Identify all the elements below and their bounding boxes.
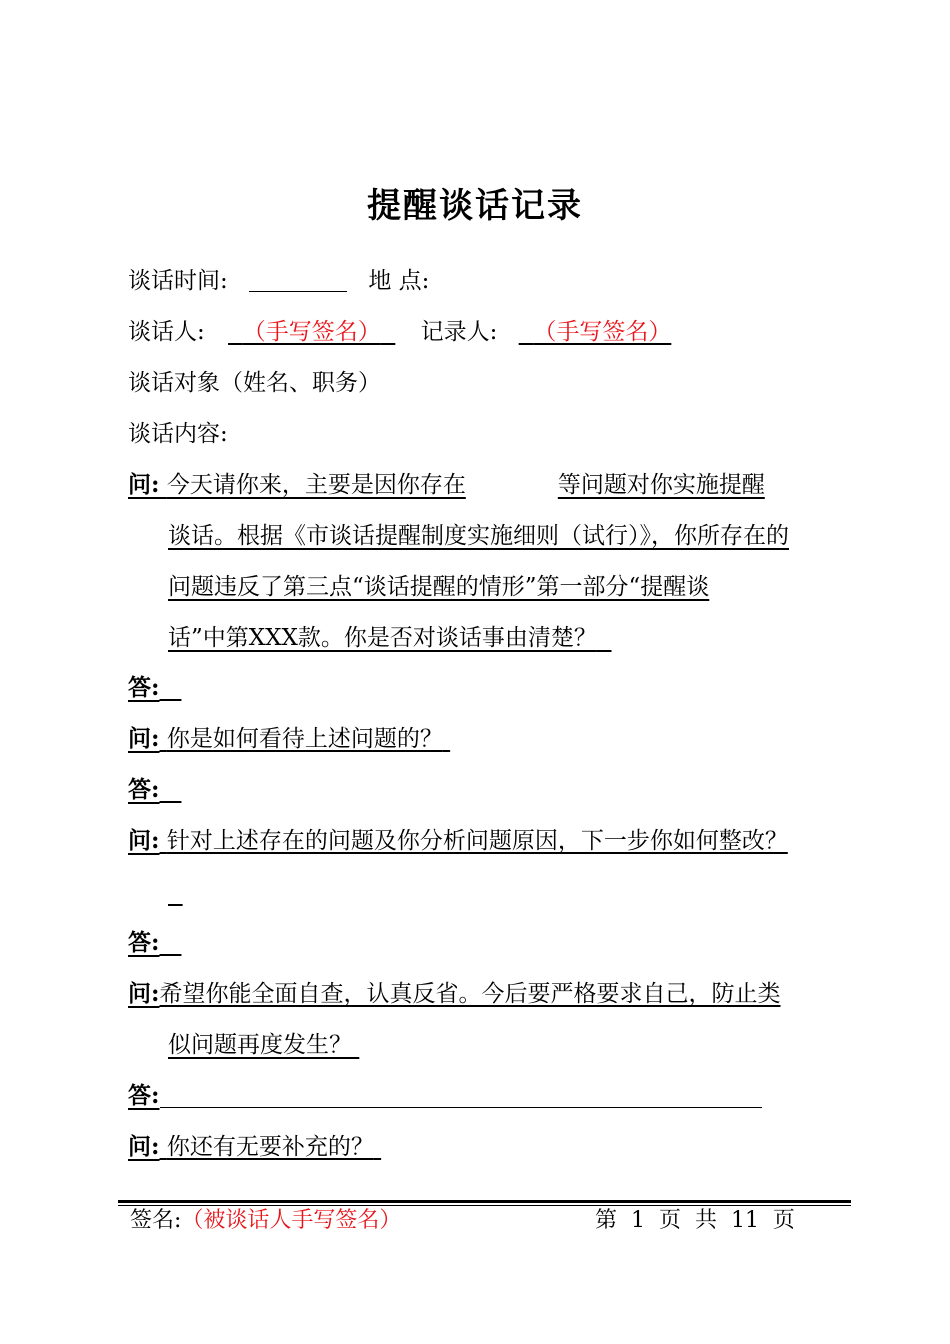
content-label: 谈话内容:: [128, 421, 228, 447]
question-1: [128, 470, 765, 500]
question-3: [128, 826, 788, 856]
question-5: [128, 1132, 381, 1162]
answer-mark: 答:: [128, 674, 160, 701]
question-3-text: 针对上述存在的问题及你分析问题原因，下一步你如何整改？: [166, 828, 788, 854]
question-2-text: 你是如何看待上述问题的？: [166, 726, 443, 752]
place-label: 地 点:: [368, 268, 430, 294]
document-title: 提醒谈话记录: [367, 186, 583, 226]
speaker-recorder-row: [128, 317, 671, 347]
answer-4-blank: [160, 1083, 762, 1108]
subject-label: 谈话对象（姓名、职务）: [128, 370, 381, 396]
question-3-line-2: [168, 877, 183, 907]
question-2: [128, 724, 450, 754]
question-4: [128, 979, 781, 1009]
speaker-signature: （手写签名）: [242, 319, 381, 345]
answer-3: [128, 928, 181, 958]
answer-2: [128, 775, 181, 805]
answer-mark: 答:: [128, 929, 160, 956]
answer-1: [128, 673, 181, 703]
speaker-label: 谈话人:: [128, 319, 205, 345]
question-mark: 问:: [128, 725, 160, 752]
question-mark: 问:: [128, 471, 160, 498]
question-1-line-3: 问题违反了第三点“谈话提醒的情形”第一部分“提醒谈: [168, 574, 710, 600]
time-label: 谈话时间:: [128, 268, 228, 294]
time-blank: [249, 267, 347, 292]
question-5-text: 你还有无要补充的？: [166, 1134, 374, 1160]
question-4-line-2: 似问题再度发生？: [168, 1032, 352, 1058]
question-mark: 问:: [128, 1133, 160, 1160]
time-place-row: [128, 266, 429, 296]
answer-4: [128, 1081, 762, 1111]
question-mark: 问:: [128, 980, 160, 1007]
question-1-line-2: 谈话。根据《市谈话提醒制度实施细则（试行）》，你所存在的: [168, 523, 789, 549]
footer-rule-thick: [118, 1200, 851, 1203]
question-4-text: 希望你能全面自查，认真反省。今后要严格要求自己，防止类: [159, 981, 781, 1007]
question-1-line-4: 话”中第XXX款。你是否对谈话事由清楚？: [168, 625, 597, 651]
question-mark: 问:: [128, 827, 160, 854]
question-1-text: 今天请你来，主要是因你存在 等问题对你实施提醒: [166, 472, 765, 498]
footer-signature: [130, 1206, 401, 1236]
signature-value: （被谈话人手写签名）: [181, 1208, 402, 1233]
recorder-label: 记录人:: [420, 319, 498, 345]
answer-mark: 答:: [128, 776, 160, 803]
page-number: 第 1 页 共 11 页: [595, 1208, 795, 1233]
answer-mark: 答:: [128, 1082, 160, 1109]
signature-label: 签名:: [130, 1208, 182, 1233]
recorder-signature: （手写签名）: [533, 319, 672, 345]
